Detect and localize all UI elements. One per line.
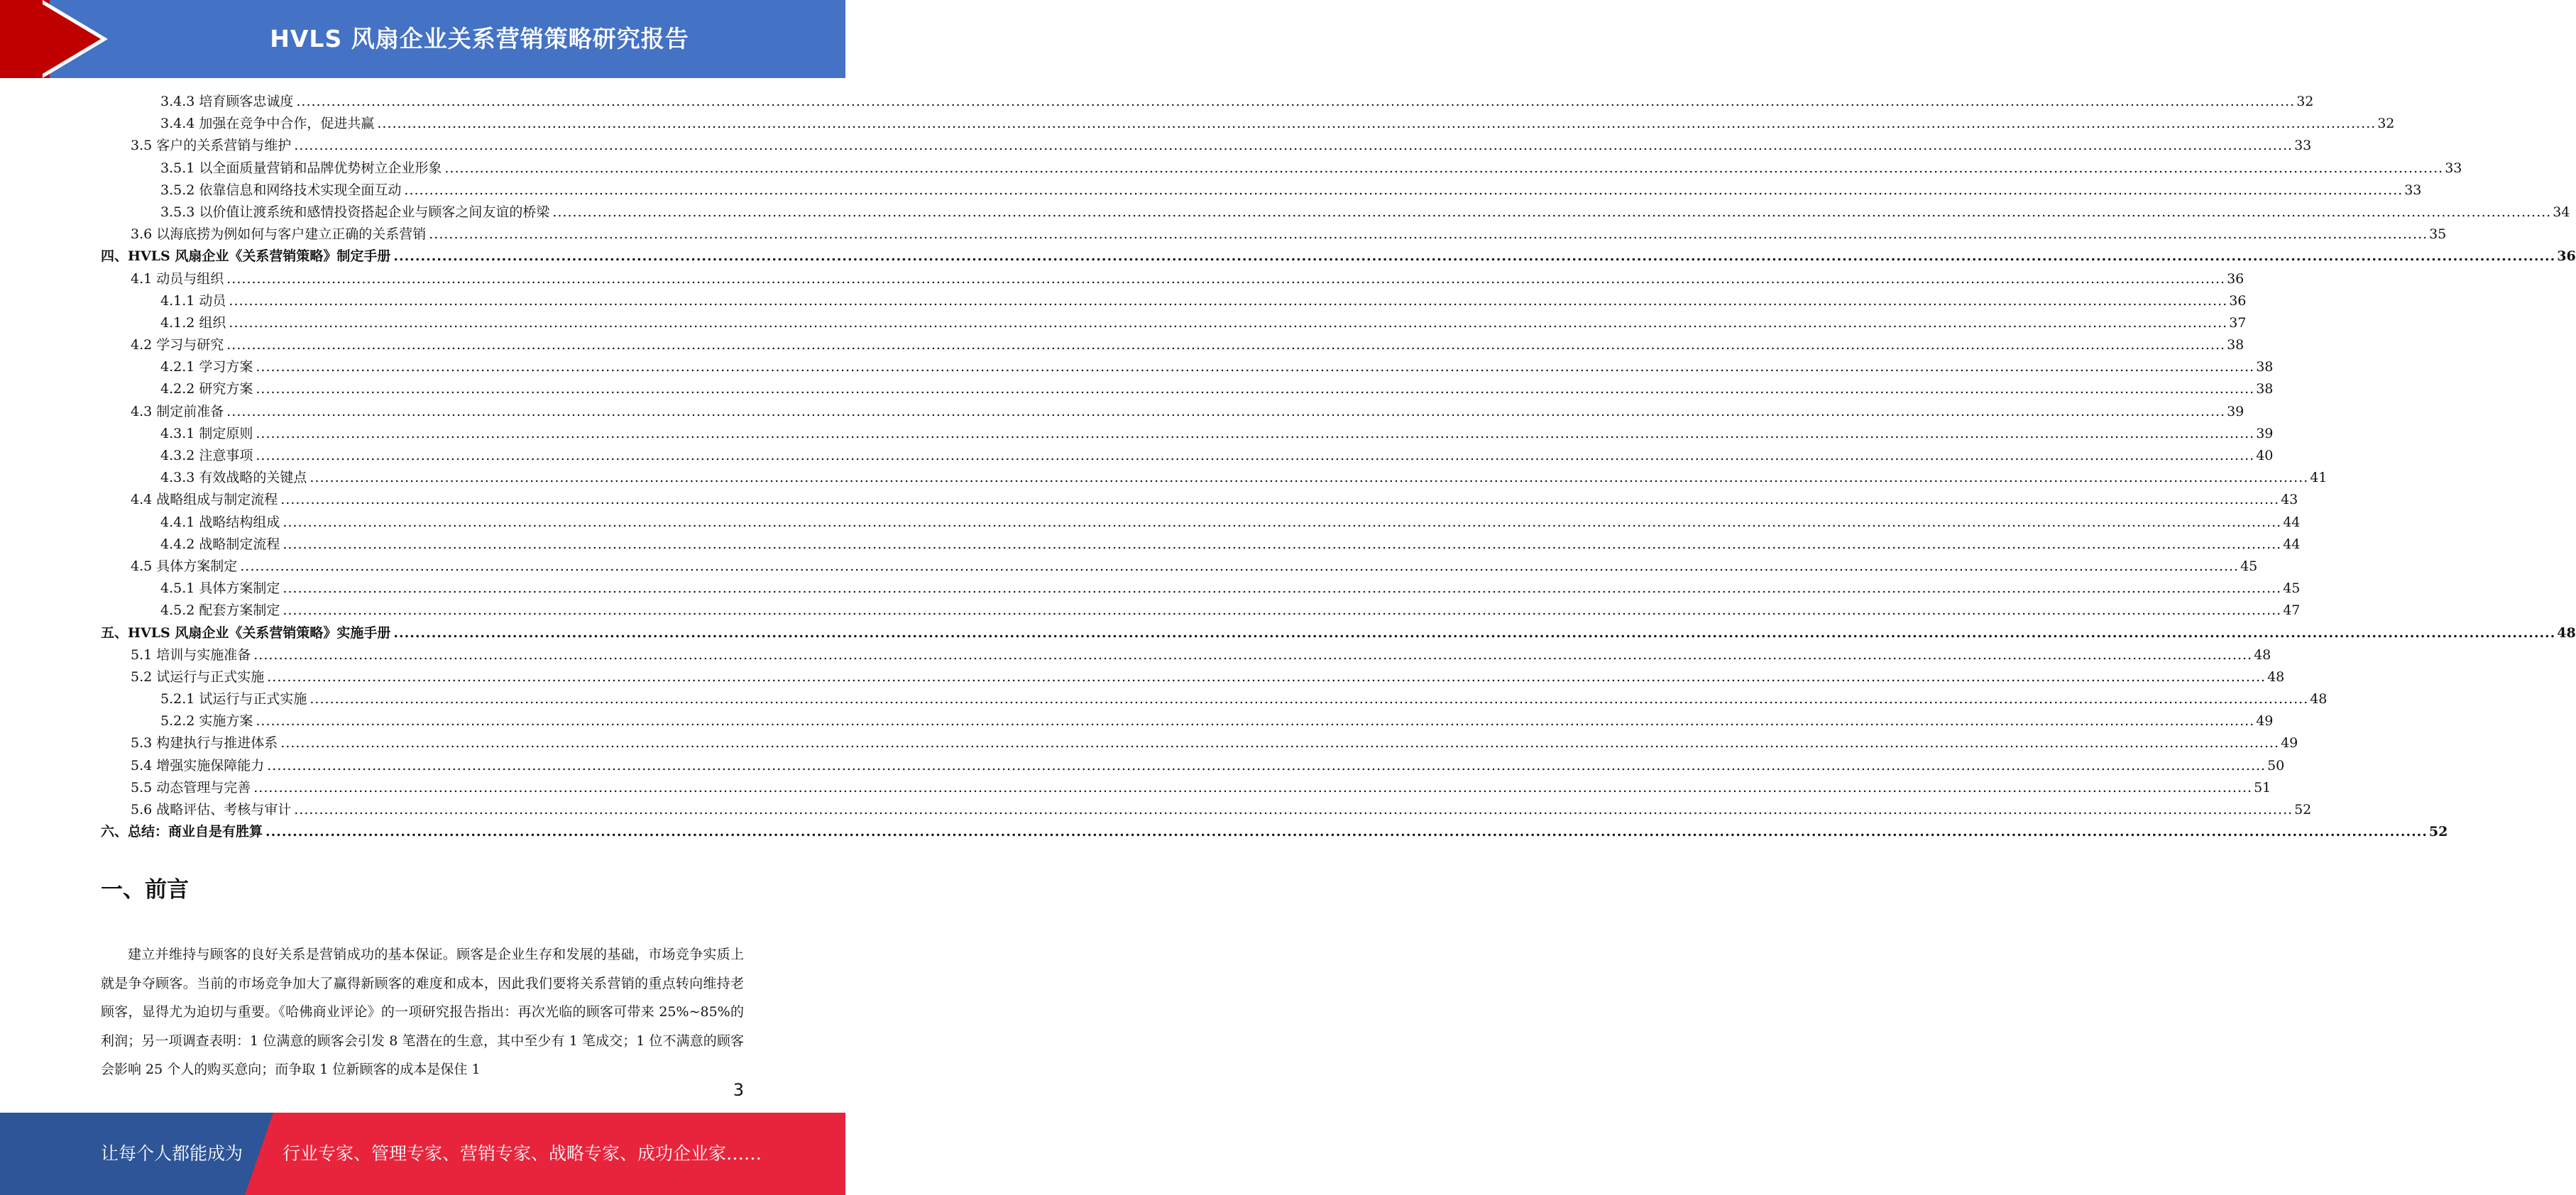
toc-entry[interactable] (101, 556, 2258, 578)
toc-entry-label: 4.5 具体方案制定 (131, 556, 240, 578)
toc-entry-label: 3.5.2 依靠信息和网络技术实现全面互动 (160, 180, 404, 202)
toc-entry-page: 50 (2266, 755, 2284, 777)
toc-leader-dots: ................................................................................................................................................................................................................................................................................................................................................................................................................ (429, 226, 2428, 243)
toc-entry[interactable] (101, 268, 2245, 290)
toc-entry-label: 五、HVLS 风扇企业《关系营销策略》实施手册 (101, 622, 393, 644)
toc-entry[interactable] (101, 356, 2274, 378)
toc-entry-label: 4.2 学习与研究 (131, 334, 226, 356)
section-heading: 一、前言 (101, 877, 189, 903)
toc-entry[interactable] (101, 821, 2448, 843)
toc-leader-dots: ................................................................................................................................................................................................................................................................................................................................................................................................................ (267, 757, 2267, 773)
toc-entry-label: 四、HVLS 风扇企业《关系营销策略》制定手册 (101, 246, 393, 268)
toc-entry-page: 44 (2281, 512, 2300, 534)
toc-leader-dots: ................................................................................................................................................................................................................................................................................................................................................................................................................ (265, 824, 2428, 840)
toc-entry[interactable] (101, 578, 2301, 600)
toc-entry[interactable] (101, 290, 2247, 312)
toc-entry-label: 3.5.1 以全面质量营销和品牌优势树立企业形象 (160, 158, 444, 180)
toc-leader-dots: ................................................................................................................................................................................................................................................................................................................................................................................................................ (226, 270, 2226, 287)
toc-leader-dots: ................................................................................................................................................................................................................................................................................................................................................................................................................ (294, 802, 2293, 817)
toc-entry[interactable] (101, 512, 2301, 534)
toc-entry[interactable] (101, 666, 2285, 688)
toc-entry-label: 4.5.2 配套方案制定 (160, 600, 283, 622)
toc-entry[interactable] (101, 246, 2576, 268)
toc-entry-label: 4.5.1 具体方案制定 (160, 578, 283, 600)
toc-entry[interactable] (101, 799, 2312, 821)
toc-entry[interactable] (101, 113, 2395, 135)
toc-entry[interactable] (101, 688, 2328, 710)
toc-entry-label: 3.4.4 加强在竞争中合作，促进共赢 (160, 113, 377, 135)
toc-entry[interactable] (101, 755, 2285, 777)
toc-leader-dots: ................................................................................................................................................................................................................................................................................................................................................................................................................ (283, 536, 2282, 552)
toc-entry-label: 5.2 试运行与正式实施 (131, 666, 267, 688)
toc-leader-dots: ................................................................................................................................................................................................................................................................................................................................................................................................................ (393, 248, 2556, 265)
toc-entry-page: 32 (2376, 113, 2394, 135)
toc-leader-dots: ................................................................................................................................................................................................................................................................................................................................................................................................................ (256, 359, 2255, 375)
toc-entry-page: 48 (2555, 622, 2575, 644)
toc-entry-page: 33 (2403, 180, 2421, 202)
toc-leader-dots: ................................................................................................................................................................................................................................................................................................................................................................................................................ (296, 94, 2296, 109)
toc-entry[interactable] (101, 334, 2245, 356)
table-of-contents (101, 91, 2576, 843)
toc-entry-page: 32 (2295, 91, 2313, 113)
footer-blue-slant (245, 1113, 273, 1195)
toc-entry-page: 35 (2428, 224, 2446, 246)
footer-roles: 行业专家、管理专家、营销专家、战略专家、成功企业家…… (283, 1143, 762, 1164)
toc-entry-label: 5.5 动态管理与完善 (131, 777, 253, 799)
toc-leader-dots: ................................................................................................................................................................................................................................................................................................................................................................................................................ (226, 403, 2226, 419)
page-footer (0, 1113, 845, 1195)
toc-entry-label: 3.5.3 以价值让渡系统和感情投资搭起企业与顾客之间友谊的桥梁 (160, 202, 552, 224)
toc-entry-page: 36 (2227, 290, 2246, 312)
toc-entry-page: 45 (2281, 578, 2300, 600)
toc-leader-dots: ................................................................................................................................................................................................................................................................................................................................................................................................................ (393, 624, 2556, 641)
toc-entry[interactable] (101, 401, 2245, 423)
toc-entry[interactable] (101, 600, 2301, 622)
toc-entry[interactable] (101, 445, 2274, 467)
toc-entry-page: 41 (2308, 467, 2327, 489)
toc-leader-dots: ................................................................................................................................................................................................................................................................................................................................................................................................................ (377, 116, 2377, 132)
toc-entry-page: 51 (2252, 777, 2271, 799)
toc-leader-dots: ................................................................................................................................................................................................................................................................................................................................................................................................................ (309, 691, 2309, 707)
toc-entry-label: 3.5 客户的关系营销与维护 (131, 135, 294, 157)
toc-leader-dots: ................................................................................................................................................................................................................................................................................................................................................................................................................ (240, 558, 2240, 574)
toc-leader-dots: ................................................................................................................................................................................................................................................................................................................................................................................................................ (280, 492, 2280, 508)
toc-entry-label: 3.4.3 培育顾客忠诚度 (160, 91, 296, 113)
toc-entry[interactable] (101, 489, 2298, 511)
page-number: 3 (733, 1080, 744, 1100)
page-header (0, 0, 845, 78)
toc-entry[interactable] (101, 534, 2301, 556)
toc-entry-page: 37 (2227, 312, 2246, 334)
toc-entry[interactable] (101, 423, 2274, 445)
toc-leader-dots: ................................................................................................................................................................................................................................................................................................................................................................................................................ (283, 602, 2282, 619)
toc-entry-page: 52 (2428, 821, 2448, 843)
toc-entry-page: 47 (2281, 600, 2300, 622)
toc-entry[interactable] (101, 777, 2271, 799)
toc-leader-dots: ................................................................................................................................................................................................................................................................................................................................................................................................................ (444, 160, 2444, 176)
toc-leader-dots: ................................................................................................................................................................................................................................................................................................................................................................................................................ (552, 204, 2552, 220)
toc-leader-dots: ................................................................................................................................................................................................................................................................................................................................................................................................................ (283, 580, 2282, 597)
toc-entry-label: 5.2.2 实施方案 (160, 710, 256, 732)
toc-entry-page: 44 (2281, 534, 2300, 556)
toc-leader-dots: ................................................................................................................................................................................................................................................................................................................................................................................................................ (280, 735, 2280, 751)
toc-entry[interactable] (101, 622, 2576, 644)
toc-entry-page: 43 (2279, 489, 2298, 511)
toc-entry[interactable] (101, 732, 2298, 754)
toc-entry[interactable] (101, 710, 2274, 732)
toc-entry-label: 4.1.2 组织 (160, 312, 229, 334)
toc-entry[interactable] (101, 202, 2570, 224)
toc-leader-dots: ................................................................................................................................................................................................................................................................................................................................................................................................................ (267, 668, 2267, 685)
toc-entry[interactable] (101, 644, 2271, 666)
toc-entry[interactable] (101, 312, 2247, 334)
toc-leader-dots: ................................................................................................................................................................................................................................................................................................................................................................................................................ (404, 182, 2404, 198)
toc-entry-label: 六、总结：商业自是有胜算 (101, 821, 265, 843)
toc-leader-dots: ................................................................................................................................................................................................................................................................................................................................................................................................................ (283, 514, 2282, 530)
toc-leader-dots: ................................................................................................................................................................................................................................................................................................................................................................................................................ (294, 138, 2293, 154)
toc-entry-label: 5.4 增强实施保障能力 (131, 755, 267, 777)
toc-leader-dots: ................................................................................................................................................................................................................................................................................................................................................................................................................ (256, 448, 2255, 463)
toc-entry-label: 5.3 构建执行与推进体系 (131, 732, 280, 754)
toc-entry-page: 45 (2239, 556, 2257, 578)
toc-entry-label: 4.3.3 有效战略的关键点 (160, 467, 309, 489)
report-title: HVLS 风扇企业关系营销策略研究报告 (270, 25, 689, 53)
toc-leader-dots: ................................................................................................................................................................................................................................................................................................................................................................................................................ (229, 292, 2228, 309)
toc-entry-label: 4.4 战略组成与制定流程 (131, 489, 280, 511)
toc-entry-label: 4.1 动员与组织 (131, 268, 226, 290)
toc-entry-page: 33 (2293, 135, 2311, 157)
toc-entry-label: 4.1.1 动员 (160, 290, 229, 312)
toc-entry[interactable] (101, 135, 2312, 157)
toc-entry-label: 4.2.2 研究方案 (160, 378, 256, 400)
toc-entry-page: 36 (2555, 246, 2575, 268)
toc-entry-page: 39 (2254, 423, 2273, 445)
toc-leader-dots: ................................................................................................................................................................................................................................................................................................................................................................................................................ (253, 779, 2253, 795)
toc-entry[interactable] (101, 224, 2447, 246)
toc-entry-label: 4.4.1 战略结构组成 (160, 512, 283, 534)
toc-leader-dots: ................................................................................................................................................................................................................................................................................................................................................................................................................ (309, 470, 2309, 486)
footer-slogan: 让每个人都能成为 (101, 1143, 243, 1164)
toc-entry-page: 49 (2279, 732, 2298, 754)
toc-entry-page: 36 (2225, 268, 2244, 290)
toc-entry-page: 39 (2225, 401, 2244, 423)
toc-leader-dots: ................................................................................................................................................................................................................................................................................................................................................................................................................ (256, 713, 2255, 729)
toc-entry-page: 33 (2443, 158, 2462, 180)
toc-leader-dots: ................................................................................................................................................................................................................................................................................................................................................................................................................ (256, 425, 2255, 441)
toc-entry-label: 4.3.1 制定原则 (160, 423, 256, 445)
toc-entry-page: 48 (2266, 666, 2284, 688)
toc-leader-dots: ................................................................................................................................................................................................................................................................................................................................................................................................................ (256, 381, 2255, 397)
toc-entry-label: 3.6 以海底捞为例如何与客户建立正确的关系营销 (131, 224, 429, 246)
toc-entry[interactable] (101, 378, 2274, 400)
toc-entry-page: 38 (2254, 356, 2273, 378)
toc-entry-label: 4.3.2 注意事项 (160, 445, 256, 467)
toc-entry-page: 38 (2254, 378, 2273, 400)
toc-entry-page: 48 (2252, 644, 2271, 666)
toc-leader-dots: ................................................................................................................................................................................................................................................................................................................................................................................................................ (253, 646, 2253, 663)
toc-entry-label: 5.6 战略评估、考核与审计 (131, 799, 294, 821)
toc-entry-label: 4.3 制定前准备 (131, 401, 226, 423)
toc-entry-label: 5.2.1 试运行与正式实施 (160, 688, 309, 710)
toc-leader-dots: ................................................................................................................................................................................................................................................................................................................................................................................................................ (229, 314, 2228, 331)
toc-entry-page: 34 (2551, 202, 2570, 224)
toc-entry[interactable] (101, 158, 2462, 180)
toc-entry[interactable] (101, 180, 2422, 202)
toc-entry-page: 48 (2308, 688, 2327, 710)
toc-entry-page: 40 (2254, 445, 2273, 467)
toc-entry[interactable] (101, 91, 2314, 113)
toc-leader-dots: ................................................................................................................................................................................................................................................................................................................................................................................................................ (226, 337, 2226, 353)
toc-entry-page: 49 (2254, 710, 2273, 732)
toc-entry-label: 4.4.2 战略制定流程 (160, 534, 283, 556)
header-red-chevron (35, 0, 101, 78)
toc-entry-page: 38 (2225, 334, 2244, 356)
toc-entry[interactable] (101, 467, 2328, 489)
toc-entry-label: 4.2.1 学习方案 (160, 356, 256, 378)
toc-entry-label: 5.1 培训与实施准备 (131, 644, 253, 666)
toc-entry-page: 52 (2293, 799, 2311, 821)
body-paragraph: 建立并维持与顾客的良好关系是营销成功的基本保证。顾客是企业生存和发展的基础，市场竞争实质上就是争夺顾客。当前的市场竞争加大了赢得新顾客的难度和成本，因此我们要将关系营销的重点转向维持老顾客，显得尤为迫切与重要。《哈佛商业评论》的一项研究报告指出：再次光临的顾客可带来 25%~85%的利润；另一项调查表明：1 位满意的顾客会引发 8 笔潜在的生意，其中至少有 1 笔成交；1 位不满意的顾客会影响 25 个人的购买意向；而争取 1 位新顾客的成本是保住 1 (101, 947, 744, 1077)
